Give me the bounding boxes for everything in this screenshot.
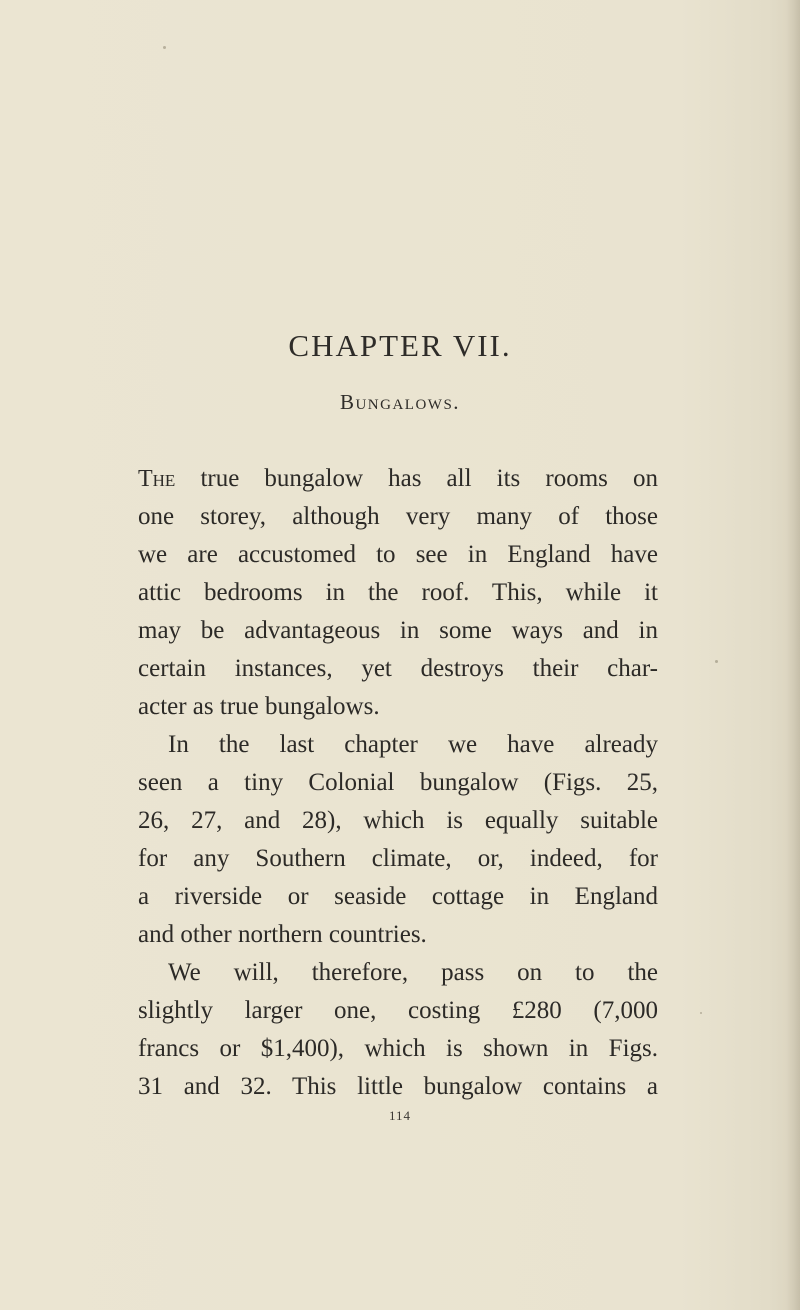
text-line: we are accustomed to see in England have xyxy=(138,541,658,568)
text-line: The true bungalow has all its rooms on xyxy=(138,465,658,492)
chapter-title: Bungalows. xyxy=(339,390,461,414)
text-line: We will, therefore, pass on to the xyxy=(168,959,658,986)
page-number: 114 xyxy=(388,1108,412,1123)
text-line: slightly larger one, costing £280 (7,000 xyxy=(138,997,658,1024)
text-line: one storey, although very many of those xyxy=(138,503,658,530)
dropcap-word: The xyxy=(138,466,176,492)
text-line: 31 and 32. This little bungalow contains a xyxy=(138,1073,658,1100)
text-line: francs or $1,400), which is shown in Figs. xyxy=(138,1035,658,1062)
text-line: a riverside or seaside cottage in England xyxy=(138,883,658,910)
text-line: 26, 27, and 28), which is equally suitable xyxy=(138,807,658,834)
paper-speck xyxy=(700,1012,702,1014)
text-line: may be advantageous in some ways and in xyxy=(138,617,658,644)
chapter-heading: CHAPTER VII. xyxy=(288,328,512,363)
text-line: seen a tiny Colonial bungalow (Figs. 25, xyxy=(138,769,658,796)
paper-speck xyxy=(715,660,718,663)
text-line: for any Southern climate, or, indeed, for xyxy=(138,845,658,872)
text-line: certain instances, yet destroys their char- xyxy=(138,655,658,682)
paper-speck xyxy=(163,46,166,49)
text-line: acter as true bungalows. xyxy=(138,693,380,720)
text-line: attic bedrooms in the roof. This, while it xyxy=(138,579,658,606)
text-line: and other northern countries. xyxy=(138,921,427,948)
text-line: In the last chapter we have already xyxy=(168,731,658,758)
